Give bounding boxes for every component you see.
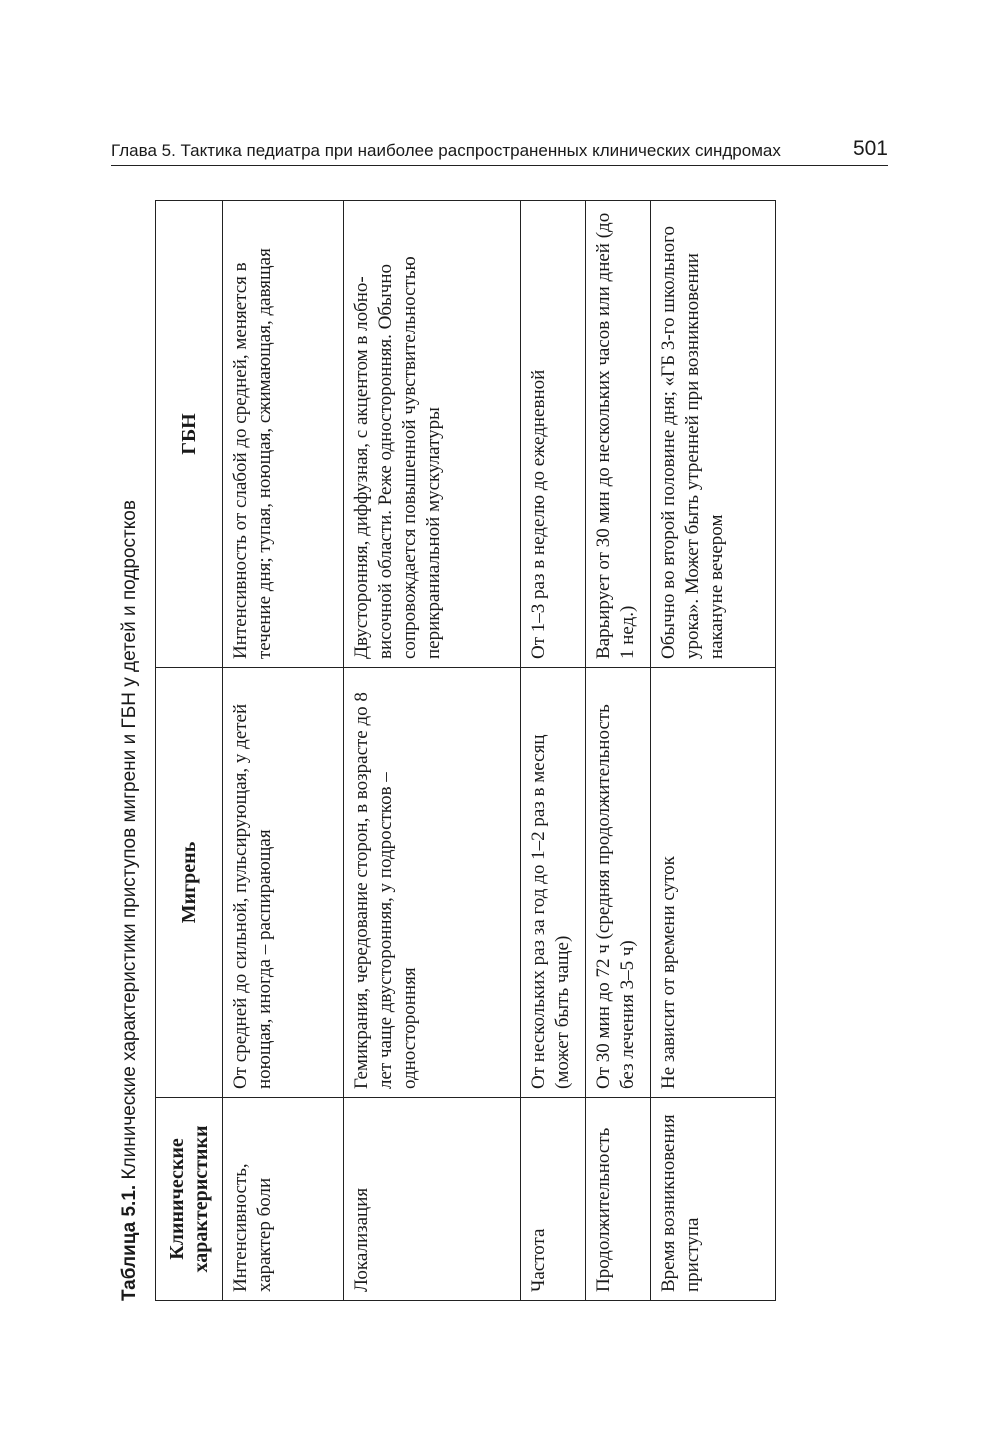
page-number: 501 [852, 137, 888, 160]
cell-feature: Частота [521, 1098, 586, 1301]
table-caption-label: Таблица 5.1. [119, 1184, 140, 1301]
cell-tth: Интенсивность от слабой до средней, меняется в течение дня; тупая, ноющая, сжимающая, давящая [223, 201, 344, 668]
cell-feature: Интенсивность, характер боли [223, 1098, 344, 1301]
cell-migraine: Гемикрания, чередование сторон, в возрасте до 8 лет чаще двусторонняя, у подростков – односторонняя [344, 668, 521, 1098]
cell-migraine: От нескольких раз за год до 1–2 раз в месяц (может быть чаще) [521, 668, 586, 1098]
table-row [586, 201, 651, 1301]
header-migraine: Мигрень [156, 668, 223, 1098]
table-row [223, 201, 344, 1301]
table-header-row [156, 201, 223, 1301]
rotated-table-block [110, 201, 825, 1301]
table-row [521, 201, 586, 1301]
cell-feature: Локализация [344, 1098, 521, 1301]
cell-tth: От 1–3 раз в неделю до ежедневной [521, 201, 586, 668]
header-feature: Клинические характеристики [156, 1098, 223, 1301]
cell-migraine: От 30 мин до 72 ч (средняя продолжительность без лечения 3–5 ч) [586, 668, 651, 1098]
cell-migraine: От средней до сильной, пульсирующая, у детей ноющая, иногда – распирающая [223, 668, 344, 1098]
cell-feature: Время возникновения приступа [651, 1098, 776, 1301]
cell-tth: Двусторонняя, диффузная, с акцентом в лобно-височной области. Реже односторонняя. Обычно сопровождается повышенной чувствительностью перикраниальной мускулатуры [344, 201, 521, 668]
table-caption [110, 201, 150, 1301]
comparison-table [155, 200, 776, 1301]
running-head [111, 138, 888, 166]
header-tth: ГБН [156, 201, 223, 668]
cell-tth: Обычно во второй половине дня; «ГБ 3-го школьного урока». Может быть утренней при возникновении накануне вечером [651, 201, 776, 668]
table-caption-text: Клинические характеристики приступов мигрени и ГБН у детей и подростков [119, 500, 140, 1180]
cell-feature: Продолжительность [586, 1098, 651, 1301]
table-row [344, 201, 521, 1301]
table-row [651, 201, 776, 1301]
running-head-title: Глава 5. Тактика педиатра при наиболее распространенных клинических синдромах [111, 141, 781, 160]
cell-migraine: Не зависит от времени суток [651, 668, 776, 1098]
cell-tth: Варьирует от 30 мин до нескольких часов или дней (до 1 нед.) [586, 201, 651, 668]
